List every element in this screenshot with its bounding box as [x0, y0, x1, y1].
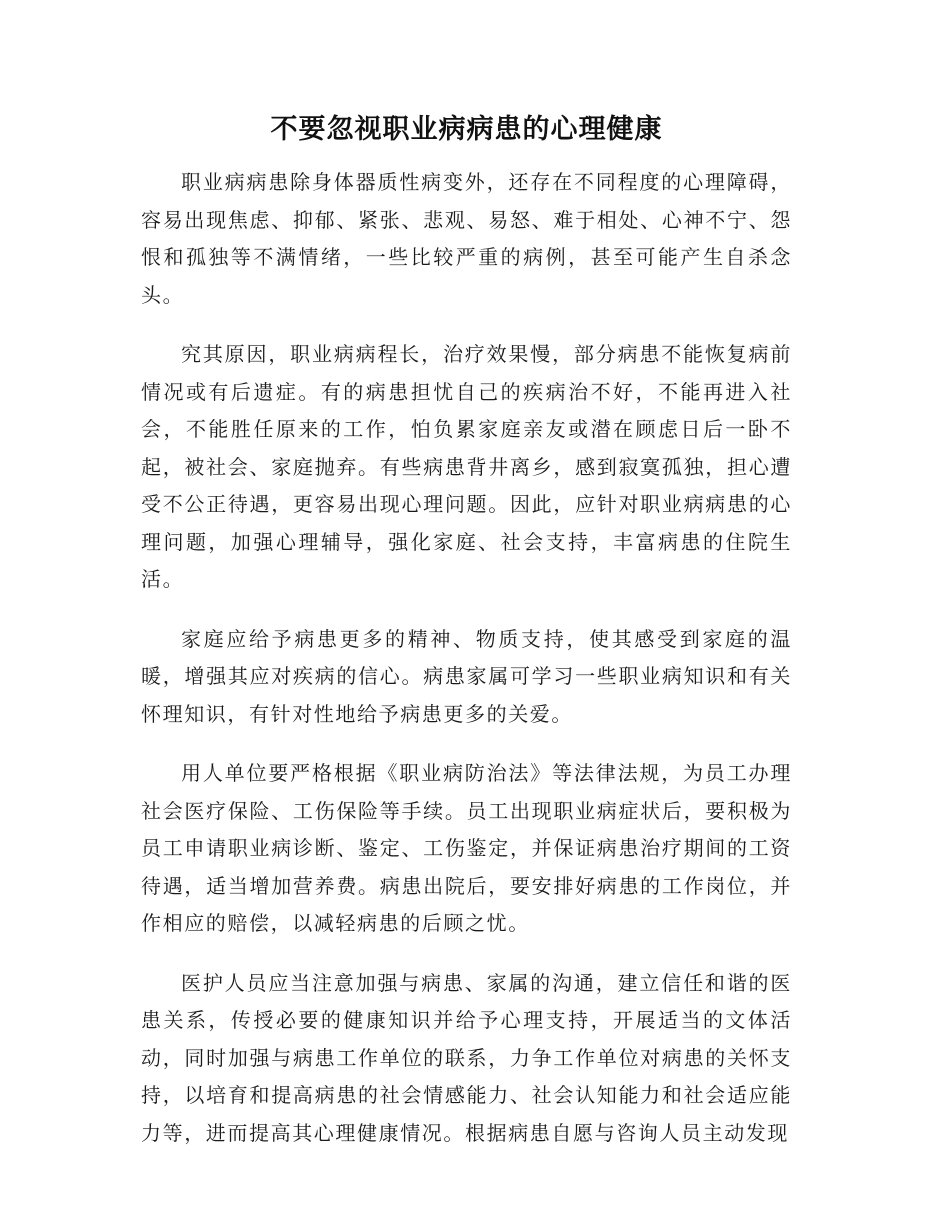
paragraph-employer-duties: 用人单位要严格根据《职业病防治法》等法律法规，为员工办理社会医疗保险、工伤保险等手续。员工出现职业病症状后，要积极为员工申请职业病诊断、鉴定、工伤鉴定，并保证病患治疗期间的工资待遇，适当增加营养费。病患出院后，要安排好病患的工作岗位，并作相应的赔偿，以减轻病患的后顾之忧。 — [141, 761, 792, 935]
paragraph-medical-staff: 医护人员应当注意加强与病患、家属的沟通，建立信任和谐的医患关系，传授必要的健康知识并给予心理支持，开展适当的文体活动，同时加强与病患工作单位的联系，力争工作单位对病患的关怀支持，以培育和提高病患的社会情感能力、社会认知能力和社会适应能力等，进而提高其心理健康情况。根据病患自愿与咨询人员主动发现 — [141, 970, 792, 1145]
paragraph-family-support: 家庭应给予病患更多的精神、物质支持，使其感受到家庭的温暖，增强其应对疾病的信心。病患家属可学习一些职业病知识和有关怀理知识，有针对性地给予病患更多的关爱。 — [141, 626, 792, 726]
document-title: 不要忽视职业病病患的心理健康 — [270, 114, 663, 145]
paragraph-causes: 究其原因，职业病病程长，治疗效果慢，部分病患不能恢复病前情况或有后遗症。有的病患担忧自己的疾病治不好，不能再进入社会，不能胜任原来的工作，怕负累家庭亲友或潜在顾虑日后一卧不起，被社会、家庭抛弃。有些病患背井离乡，感到寂寞孤独，担心遭受不公正待遇，更容易出现心理问题。因此，应针对职业病病患的心理问题，加强心理辅导，强化家庭、社会支持，丰富病患的住院生活。 — [141, 342, 792, 591]
paragraph-symptoms: 职业病病患除身体器质性病变外，还存在不同程度的心理障碍，容易出现焦虑、抑郁、紧张、悲观、易怒、难于相处、心神不宁、怨恨和孤独等不满情绪，一些比较严重的病例，甚至可能产生自杀念头。 — [141, 170, 792, 307]
